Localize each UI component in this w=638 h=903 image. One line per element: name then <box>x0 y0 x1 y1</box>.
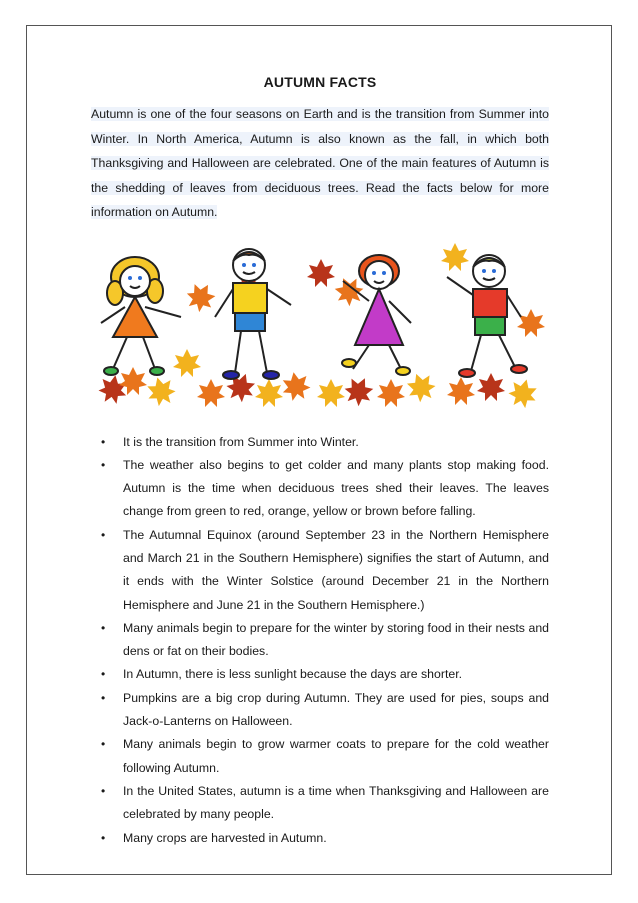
list-item: • It is the transition from Summer into Winter. <box>91 431 549 454</box>
list-item: • Pumpkins are a big crop during Autumn. They are used for pies, soups and Jack-o-Lanterns on Halloween. <box>91 687 549 734</box>
list-item: • Many animals begin to prepare for the winter by storing food in their nests and dens or fat on their bodies. <box>91 617 549 664</box>
list-item: • In the United States, autumn is a time when Thanksgiving and Halloween are celebrated by many people. <box>91 780 549 827</box>
kids-with-leaves-icon <box>91 241 549 413</box>
list-item: • Many animals begin to grow warmer coats to prepare for the cold weather following Autumn. <box>91 733 549 780</box>
list-item: • The weather also begins to get colder and many plants stop making food. Autumn is the time when deciduous trees shed their leaves. The leaves change from green to red, orange, yellow or brown before falling. <box>91 454 549 524</box>
kids-illustration <box>91 241 549 413</box>
document-body <box>91 72 549 850</box>
girl-orange-dress <box>101 257 181 375</box>
intro-text: Autumn is one of the four seasons on Earth and is the transition from Summer into Winter. In North America, Autumn is also known as the fall, in which both Thanksgiving and Halloween are celebrated. One of the main features of Autumn is the shedding of leaves from deciduous trees. Read the facts below for more information on Autumn. <box>91 107 549 219</box>
page-title: AUTUMN FACTS <box>263 74 377 90</box>
boy-yellow-shirt <box>215 249 291 379</box>
girl-purple-dress <box>342 255 411 375</box>
list-item: • Many crops are harvested in Autumn. <box>91 827 549 850</box>
list-item: • The Autumnal Equinox (around September 23 in the Northern Hemisphere and March 21 in the Southern Hemisphere) signifies the start of Autumn, and it ends with the Winter Solstice (around December 21 in the Northern Hemisphere and June 21 in the Southern Hemisphere.) <box>91 524 549 617</box>
intro-paragraph <box>91 102 549 225</box>
list-item: • In Autumn, there is less sunlight because the days are shorter. <box>91 663 549 686</box>
boy-red-shirt <box>447 255 527 377</box>
facts-list <box>91 431 549 850</box>
